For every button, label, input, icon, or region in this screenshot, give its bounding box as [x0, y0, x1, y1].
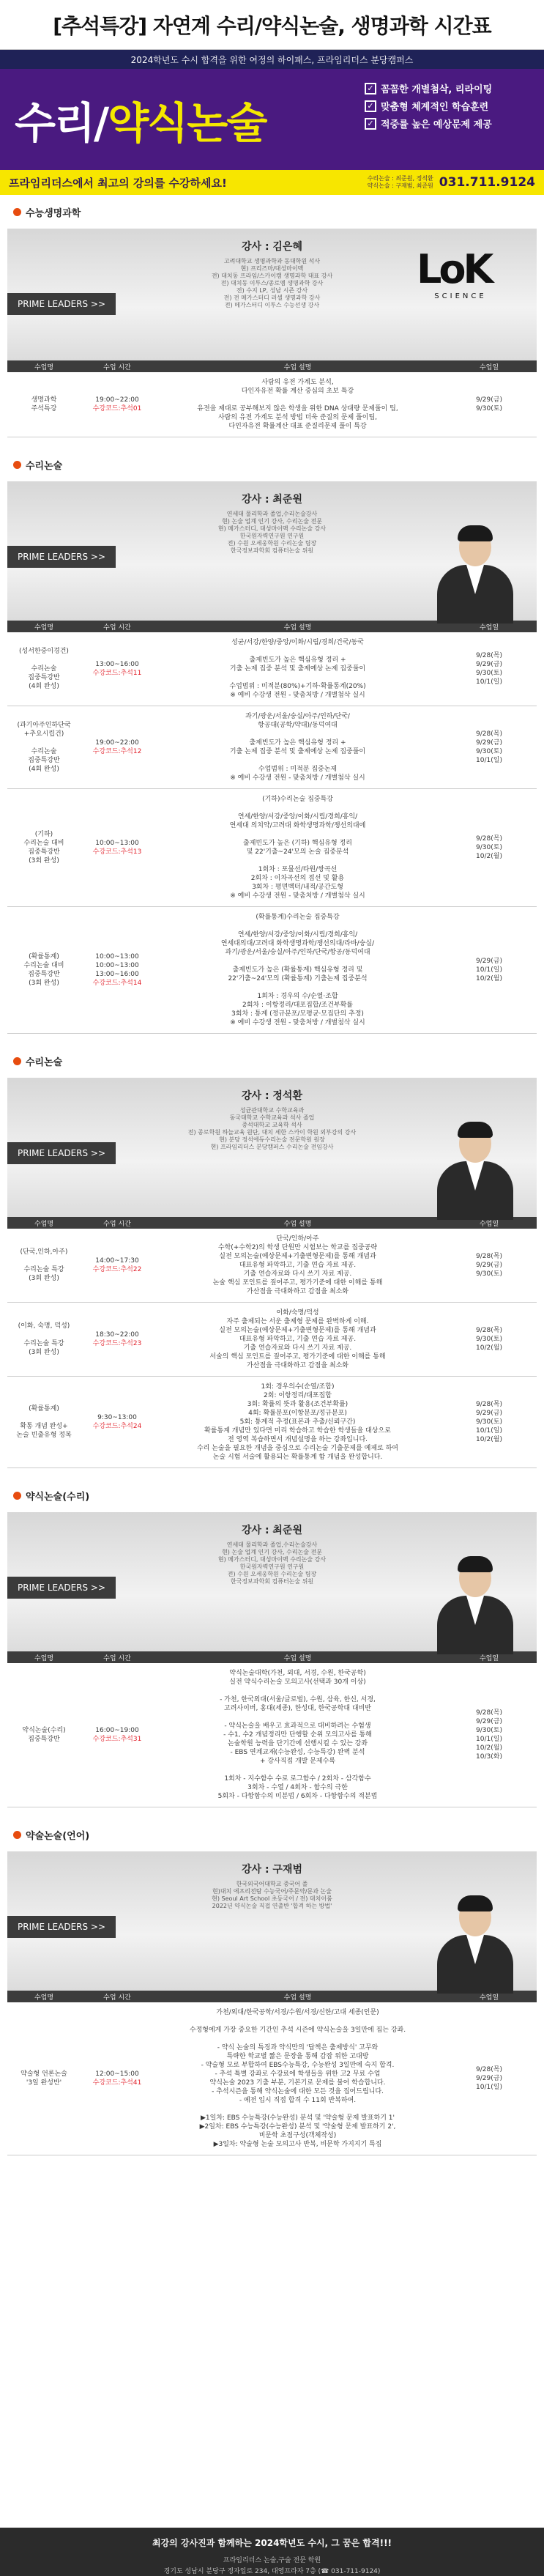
course-time — [81, 632, 154, 706]
bullet-icon — [13, 1057, 21, 1065]
section-spacer — [0, 1807, 544, 1818]
time-value: 9:30~13:00 — [97, 1414, 137, 1421]
table-header-cell: 수업명 — [7, 621, 81, 632]
course-dates: 9/28(목) 9/29(금) 9/30(토) 10/1(일) 10/2(월) — [441, 1377, 537, 1468]
schedule-table — [7, 360, 537, 437]
teacher-photo — [434, 1895, 515, 1991]
table-row — [7, 1377, 537, 1468]
teacher-photo — [434, 1556, 515, 1651]
course-code: 수강코드:추석41 — [92, 2079, 142, 2087]
course-name: (확률통계) 확통 개념 완성+ 논술 빈출유형 정복 — [7, 1377, 81, 1468]
course-time — [81, 907, 154, 1034]
teacher-name: 강사 : 구재범 — [242, 1864, 302, 1876]
check-icon: ✓ — [365, 83, 376, 95]
label-b: 약식논술 : 구재범, 최준원 — [367, 182, 433, 189]
cv-line: 한국정보과학회 컴퓨터논술 위원 — [230, 1578, 314, 1585]
cv-line: 현) 프리즈마/대성마이맥 — [240, 265, 304, 272]
subtitle-bar: 2024학년도 수시 합격을 위한 여정의 하이패스, 프라임리더스 분당캠퍼스 — [0, 50, 544, 69]
teacher-panel — [7, 229, 537, 360]
teacher-photo — [434, 525, 515, 621]
course-name: (과기아주인하단국 +추요시립건) 수리논술 집중특강반 (4회 완성) — [7, 706, 81, 789]
course-dates: 9/29(금) 10/1(일) 10/2(월) — [441, 907, 537, 1034]
course-name: (성서한중이경건) 수리논술 집중특강반 (4회 완성) — [7, 632, 81, 706]
course-name: 약식논술(수리) 집중특강반 — [7, 1663, 81, 1807]
course-description: (기하)수리논술 집중특강 연세/한양/서강/중앙/이화/시립/경희/홍익/ 연세대 의치약/고려대 화학생명과학/쟁선의대에 출제빈도가 높은 (기하) 핵심유형 정리 및 22'기출~24'모의 논술 집중분석 1회차 : 포물선/타원/쌍곡선 2회차 : 이차곡선의 접선 및 활용 3회차 : 평면벡터/내적/공간도형 ※ 예비 수강생 전원 - 맞춤처방 / 개별첨삭 실시 — [154, 789, 441, 907]
table-header-cell: 수업일 — [441, 1217, 537, 1229]
feature-list — [365, 78, 492, 134]
sections — [0, 195, 544, 2166]
course-code: 수강코드:추석01 — [92, 405, 142, 412]
table-header-cell: 수업 시간 — [81, 360, 154, 372]
time-value: 12:00~15:00 — [95, 2070, 139, 2078]
section-spacer — [0, 2155, 544, 2166]
check-icon: ✓ — [365, 118, 376, 130]
cta-bar — [0, 170, 544, 195]
teacher-name: 강사 : 정석환 — [242, 1090, 302, 1102]
course-dates: 9/29(금) 9/30(토) — [441, 372, 537, 437]
table-header-cell: 수업명 — [7, 1651, 81, 1663]
cv-line: 한국외국어대학교 중국어 졸 — [236, 1881, 308, 1887]
footer-name: 프라임리더스 논술,구술 전문 학원 — [223, 2557, 321, 2564]
table-row — [7, 1229, 537, 1303]
table-row — [7, 706, 537, 789]
course-code: 수강코드:추석11 — [92, 670, 142, 677]
course-description: 1회: 경우의수(순열/조합) 2회: 이항정리/대포집합 3회: 확률의 뜻과 활용(조건부확률) 4회: 확률분포(이항분포/정규분포) 5회: 통계적 추정(표본과 추출/신뢰구간) 확률통계 개념만 있다면 미리 학습하고 학습한 학생들을 대상으로 전 영역 복습하면서 개념설명을 하는 강좌입니다. 수리 논술을 필요한 개념을 중심으로 수리논술 기출문제를 예제로 하여 논술 시험 서술에 활용되는 확률통계 함 개념을 완성합니다. — [154, 1377, 441, 1468]
course-name: (단국,인하,아주) 수리논술 특강 (3회 완성) — [7, 1229, 81, 1303]
schedule-table — [7, 1217, 537, 1468]
prime-leaders-label: PRIME LEADERS >> — [7, 1142, 116, 1164]
page-title: [추석특강] 자연계 수리/약식논술, 생명과학 시간표 — [53, 13, 491, 38]
time-value: 19:00~22:00 — [95, 739, 139, 747]
table-row — [7, 632, 537, 706]
table-row — [7, 1663, 537, 1807]
prime-leaders-label: PRIME LEADERS >> — [7, 546, 116, 568]
prime-leaders-label: PRIME LEADERS >> — [7, 1916, 116, 1938]
course-time — [81, 789, 154, 907]
course-name: (확률통계) 수리논술 대비 집중특강반 (3회 완성) — [7, 907, 81, 1034]
table-header-cell: 수업 시간 — [81, 1991, 154, 2002]
table-row — [7, 1303, 537, 1377]
course-code: 수강코드:추석22 — [92, 1266, 142, 1273]
teacher-panel — [7, 1078, 537, 1217]
section-spacer — [0, 1034, 544, 1044]
course-dates: 9/28(목) 9/30(토) 10/2(월) — [441, 789, 537, 907]
time-value: 14:00~17:30 — [95, 1257, 139, 1265]
time-value: 19:00~22:00 — [95, 396, 139, 404]
footer — [0, 2528, 544, 2576]
logo-mark: LoK — [417, 246, 491, 292]
cv-line: 연세대 물리학과 졸업,수리논술강사 — [226, 511, 318, 517]
teacher-name: 강사 : 김은혜 — [242, 241, 302, 253]
bullet-icon — [13, 1831, 21, 1839]
cv-line: 성균관대학교 수학교육과 — [239, 1107, 305, 1114]
table-header-cell: 수업 설명 — [154, 1991, 441, 2002]
table-header-cell: 수업일 — [441, 1991, 537, 2002]
table-header-cell: 수업일 — [441, 1651, 537, 1663]
cv-line: 현) 메가스터디, 대성마이맥 수리논술 강사 — [217, 1556, 327, 1563]
label-a: 수리논술 : 최준원, 정석환 — [367, 175, 433, 182]
course-code: 수강코드:추석14 — [92, 980, 142, 987]
section-title: 수리논술 — [26, 460, 63, 472]
teacher-labels — [368, 175, 433, 190]
table-header-row — [7, 360, 537, 372]
time-value: 10:00~13:00 10:00~13:00 13:00~16:00 — [95, 953, 139, 978]
schedule-table — [7, 621, 537, 1034]
course-description: 성균/서강/한양/중앙/이화/시립/경희/건국/동국 출제빈도가 높은 핵심유형 정리 + 기출 논제 집중 분석 및 출제예상 논제 집중풀이 수업범위 : 미적분(80%)+기하·확률통계(20%) ※ 예비 수강생 전원 - 맞춤처방 / 개별첨삭 실시 — [154, 632, 441, 706]
photo-hair — [458, 1895, 493, 1911]
feature-label: 맞춤형 체계적인 학습훈련 — [381, 102, 489, 113]
course-time — [81, 1377, 154, 1468]
teacher-panel — [7, 481, 537, 621]
course-code: 수강코드:추석24 — [92, 1423, 142, 1430]
lok-science-logo — [417, 246, 504, 305]
cv-line: 전) 대치동 프라임/스카이캠 생명과학 대표 강사 — [211, 273, 333, 279]
course-description: 단국/인하/아주 수학(+수학2)의 학생 단원만 시험보는 학교를 집중공략 실전 모의논술(예상문제+기출변형문제)를 통해 개념과 대표유형 파악하고, 기출 연습 자료 제공. 기출 연습자료와 다시 쓰기 자료 제공. 논술 핵심 포인트를 짚어주고, 평가기준에 대한 이해를 통해 가산점을 극대화하고 감점을 최소화 — [154, 1229, 441, 1303]
feature-item — [365, 116, 492, 130]
section-heading — [0, 195, 544, 229]
cv-line: 동국대학교 수학교육과 석사 졸업 — [229, 1114, 315, 1121]
time-value: 10:00~13:00 — [95, 840, 139, 847]
feature-item — [365, 99, 492, 113]
course-code: 수강코드:추석12 — [92, 748, 142, 755]
course-dates: 9/28(목) 9/29(금) 9/30(토) 10/1(일) 10/2(월) 10/3(화) — [441, 1663, 537, 1807]
cv-line: 전) 대치동 이투스/종로엠 생명과학 강사 — [220, 280, 324, 286]
cv-line: 전) 수원 오세웅학원 수리논술 팀장 — [227, 540, 317, 547]
hero-title — [15, 89, 266, 150]
course-dates: 9/28(목) 9/30(토) 10/2(월) — [441, 1303, 537, 1377]
table-header-cell: 수업일 — [441, 360, 537, 372]
bullet-icon — [13, 461, 21, 469]
course-time — [81, 1229, 154, 1303]
time-value: 13:00~16:00 — [95, 661, 139, 668]
course-description: 과기/광운/서울/숭실/아주/인하/단국/ 항공대(공학/약대)/동덕여대 출제빈도가 높은 핵심유형 정리 + 기출 논제 집중 분석 및 출제예상 논제 집중풀이 수업범위 : 미적분 집중논제 ※ 예비 수강생 전원 - 맞춤처방 / 개별첨삭 실시 — [154, 706, 441, 789]
prime-leaders-label: PRIME LEADERS >> — [7, 293, 116, 315]
bullet-icon — [13, 208, 21, 216]
cv-line: 현) 메가스터디, 대성마이맥 수리논술 강사 — [217, 525, 327, 532]
table-header-cell: 수업 설명 — [154, 360, 441, 372]
course-time — [81, 1663, 154, 1807]
teacher-name: 강사 : 최준원 — [242, 494, 302, 506]
cv-line: 한국정보과학회 컴퓨터논술 위원 — [230, 547, 314, 554]
course-dates: 9/28(목) 9/29(금) 10/1(일) — [441, 2002, 537, 2155]
cv-line: 전) 메가스터디 이투스 수능선생 강사 — [224, 302, 320, 308]
course-description: 가천/외대/한국공학/서경/수원/서경/신한/고대 세종(인문) 수정형에게 가장 중요한 기간인 추석 시즌에 약식논술을 3일만에 집는 강좌. - 약식 논술의 특징과 약식만의 '답책은 출제방식' 고무와 특략한 학교별 짧은 문장을 통해 감잡 위한 고대방 - 약술형 모로 부합하여 EBS수능특강, 수능완성 3일만에 숙지 합격. - 추석 특별 강좌로 수강료에 학생들을 위한 고2 무료 수업 약식논술 2023 기출 부분, 기본기로 문제를 불어 학습합니다. - 추석시즌을 통해 약식논술에 대한 모든 것을 집어드립니다. - 예전 입시 직접 합격 수 11회 반복하여. ▶1일차: EBS 수능특강(수능완성) 분석 및 '약술형 문제 발표하기 1' ▶2일차: EBS 수능특강(수능완성) 분석 및 '약술형 문제 발표하기 2', 비문학 초점구성(객체작성) ▶3일차: 약술형 논술 모의고사 반복, 비문학 가지지기 특집 — [154, 2002, 441, 2155]
course-time — [81, 706, 154, 789]
cv-line: 현) 논술 업계 인기 강사, 수리논술 전문 — [222, 518, 322, 525]
table-header-cell: 수업 설명 — [154, 621, 441, 632]
hero-title-a: 수리/ — [15, 98, 108, 148]
table-row — [7, 2002, 537, 2155]
footer-slogan: 최강의 강사진과 함께하는 2024학년도 수시, 그 꿈은 합격!!! — [152, 2538, 392, 2548]
photo-hair — [458, 1556, 493, 1572]
cv-line: 현) 논술 업계 인기 강사, 수리논술 전문 — [222, 1549, 322, 1555]
cv-line: 전) 종로학원 하늘교육 원단, 대치 세한 스카이 학원 외부강의 강사 — [187, 1129, 357, 1136]
section-title: 약식논술(수리) — [26, 1491, 90, 1503]
cv-line: 한국원자력연구원 연구원 — [239, 1563, 305, 1570]
time-value: 16:00~19:00 — [95, 1727, 139, 1734]
feature-item — [365, 81, 492, 95]
course-dates: 9/28(목) 9/29(금) 9/30(토) 10/1(일) — [441, 706, 537, 789]
bullet-icon — [13, 1492, 21, 1500]
cv-line: 고려대학교 생명과학과 동대학원 석사 — [223, 258, 321, 264]
page-header — [0, 0, 544, 50]
table-row — [7, 789, 537, 907]
table-header-cell: 수업 시간 — [81, 621, 154, 632]
table-header-cell: 수업명 — [7, 1991, 81, 2002]
phone-number[interactable]: 031.711.9124 — [439, 175, 535, 190]
course-description: 사람의 유전 가계도 분석, 다인자유전 확률 계산 중심의 초보 특강 유전을 제대로 공부해보지 않은 학생을 위한 DNA 상대량 문제풀이 팁, 사람의 유전 가계도 분석 방법 더욱 준질의 문제 풀이팁, 다인자유전 확률계산 대표 준질리문제 풀이 특강 — [154, 372, 441, 437]
cv-line: 현) 분당 정석에듀수리논술 전문학원 원장 — [219, 1136, 325, 1143]
hero-title-b: 약식논술 — [108, 98, 267, 148]
course-time — [81, 372, 154, 437]
section-spacer — [0, 1468, 544, 1478]
section-title: 수리논술 — [26, 1056, 63, 1068]
teacher-photo — [434, 1122, 515, 1217]
photo-hair — [458, 1122, 493, 1138]
course-time — [81, 1303, 154, 1377]
cv-line: 전) 수원 오세웅학원 수리논술 팀장 — [227, 1571, 317, 1577]
cv-line: 2022년 약식논술 직접 연출반 '합격 하는 방법' — [212, 1903, 332, 1909]
section-heading — [0, 1044, 544, 1078]
course-name: (이화, 숙명, 덕성) 수리논술 특강 (3회 완성) — [7, 1303, 81, 1377]
check-icon: ✓ — [365, 100, 376, 112]
course-description: (확률통계)수리논술 집중특강 연세/한양/서강/중앙/이화/시립/경희/홍익/ 연세대의대/고려대 화학생명과학/쟁선의대/라바/숭실/ 과기/광운/서울/숭실/아주/인하/단국/항공/동덕여대 출제빈도가 높은 (확률통계) 핵심유형 정리 및 22'기출~24'모의 (확률통계) 기출논제 집중분석 1회차 : 경우의 수/순열·조합 2회차 : 이항정리/대포집합/조건부확률 3회차 : 통계 (정규분포/모평균·모집단의 추정) ※ 예비 수강생 전원 - 맞춤처방 / 개별첨삭 실시 — [154, 907, 441, 1034]
section-heading — [0, 448, 544, 481]
section-spacer — [0, 437, 544, 448]
schedule-table — [7, 1991, 537, 2155]
table-header-cell: 수업 설명 — [154, 1217, 441, 1229]
course-description: 이화/숙명/덕성 자주 출제되는 서운 출제형 문제를 완벽하게 이해. 실전 모의논술(예상문제+기출변형문제)를 통해 개념과 대표유형 파악하고, 기출 연습 자료 제공. 기출 연습자료와 다시 쓰기 자료 제공. 서술의 핵심 포인트를 짚어주고, 평가기준에 대한 이해를 통해 가산점을 극대화하고 감점을 최소화 — [154, 1303, 441, 1377]
table-header-cell: 수업명 — [7, 360, 81, 372]
photo-hair — [458, 525, 493, 541]
time-value: 18:30~22:00 — [95, 1331, 139, 1339]
section-title: 약술논술(언어) — [26, 1830, 90, 1842]
cv-line: 현) 프라임리더스 분당캠퍼스 수리논술 전임강사 — [210, 1144, 334, 1150]
cv-line: 현) Seoul Art School 초등국어 / 전) 대치이룸 — [212, 1895, 332, 1902]
hero-banner — [0, 69, 544, 170]
table-header-cell: 수업명 — [7, 1217, 81, 1229]
table-row — [7, 907, 537, 1034]
cv-line: 전) 수지 LP, 성남 시즌 강사 — [236, 287, 308, 294]
table-header-cell: 수업 시간 — [81, 1217, 154, 1229]
course-dates: 9/28(목) 9/29(금) 9/30(토) 10/1(일) — [441, 632, 537, 706]
prime-leaders-label: PRIME LEADERS >> — [7, 1577, 116, 1599]
section-title: 수능생명과학 — [26, 207, 81, 219]
table-header-cell: 수업 시간 — [81, 1651, 154, 1663]
schedule-table — [7, 1651, 537, 1807]
course-name: 약술형 언론논술 '3일 완성반' — [7, 2002, 81, 2155]
section-heading — [0, 1478, 544, 1512]
teacher-name: 강사 : 최준원 — [242, 1525, 302, 1536]
section-heading — [0, 1818, 544, 1851]
cv-line: 현)대치 에프리전탐 수능국어/주문약/문과 논술 — [212, 1888, 332, 1895]
logo-text: SCIENCE — [434, 292, 487, 300]
cv-line: 연세대 물리학과 졸업,수리논술강사 — [226, 1541, 318, 1548]
footer-address: 경기도 성남시 분당구 정자일로 234, 대영프라자 7층 (☎ 031-711-9124) — [163, 2568, 381, 2575]
course-description: 약식논술대학(가천, 외대, 서경, 수원, 한국공학) 실전 약식수리논술 모의고사(선택과 30개 이상) - 가천, 한국외대(서울/글로벌), 수원, 삼육, 한신, 서경, 고려사이버, 홍대(세종), 한성대, 한국공학대 대비반 - 약식논술을 배우고 효과적으로 대비하려는 수험생 - 수1, 수2 개념정리만 단행할 순위 모의고사를 통해 논술학원 능력을 단기간에 선행시킬 수 있는 강좌 - EBS 연계교재(수능완성, 수능특강) 완벽 분석 + 강사직접 개발 문제수록 1회차 - 지수함수 수로 로그함수 / 2회차 - 삼각함수 3회차 - 수열 / 4회차 - 함수의 극한 5회차 - 다항함수의 미분법 / 6회차 - 다항함수의 적분법 — [154, 1663, 441, 1807]
course-time — [81, 2002, 154, 2155]
cta-text: 프라임리더스에서 최고의 강의를 수강하세요! — [9, 176, 227, 190]
table-header-cell: 수업일 — [441, 621, 537, 632]
cv-line: 중석대학교 교육학 석사 — [242, 1122, 302, 1128]
course-code: 수강코드:추석13 — [92, 848, 142, 856]
table-row — [7, 372, 537, 437]
feature-label: 꼼꼼한 개별첨삭, 리라이팅 — [381, 84, 493, 95]
course-code: 수강코드:추석31 — [92, 1736, 142, 1743]
course-name: 생명과학 주석특강 — [7, 372, 81, 437]
teacher-panel — [7, 1851, 537, 1991]
table-header-cell: 수업 설명 — [154, 1651, 441, 1663]
course-code: 수강코드:추석23 — [92, 1340, 142, 1347]
cv-line: 전) 전 메가스터디 러셀 생명과학 강사 — [223, 295, 321, 301]
course-dates: 9/28(목) 9/29(금) 9/30(토) — [441, 1229, 537, 1303]
cv-line: 한국원자력연구원 연구원 — [239, 533, 305, 539]
teacher-panel — [7, 1512, 537, 1651]
course-name: (기하) 수리논술 대비 집중특강반 (3회 완성) — [7, 789, 81, 907]
feature-label: 적중률 높은 예상문제 제공 — [381, 119, 492, 130]
